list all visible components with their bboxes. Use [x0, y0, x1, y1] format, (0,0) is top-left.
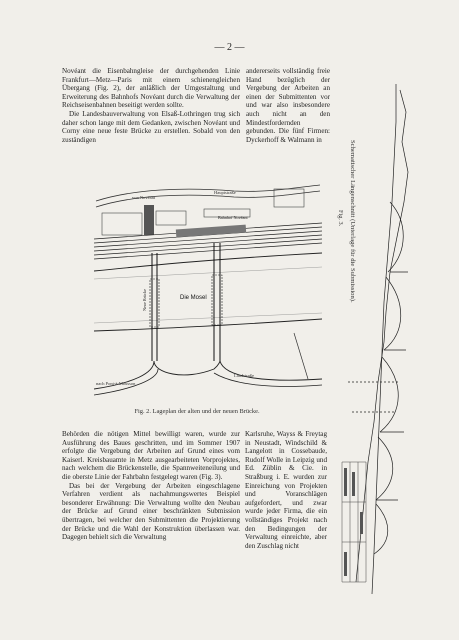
paragraph: Karlsruhe, Wayss & Freytag in Neustadt, Windschild & Langelott in Cossebaude, Rudolf Wolle in Leipzig und Ed. Züblin & Cie. in Straßburg i. E. wurden zur Einreichung von Projekten und Voranschlägen aufgefordert, und zwar wurde jeder Firma, die ein vollständiges Projekt nach den Bedingungen der Verwaltung einreichte, aber den Zuschlag nicht: [245, 430, 327, 550]
text-column-2: [246, 67, 330, 144]
figure-2-caption: Fig. 2. Lageplan der alten und der neuen Brücke.: [134, 408, 260, 415]
page-number: — 2 —: [214, 42, 245, 53]
site-plan-figure: [94, 183, 322, 397]
road-right-label: Landstraße: [234, 373, 254, 378]
paragraph: andererseits vollständig freie Hand bezüglich der Vergebung der Arbeiten an einen der Submittenten vor und war also insbesondere auch nicht an den Mindestfordernden gebunden. Die fünf Firmen: Dyckerhoff & Walmann in: [246, 67, 330, 144]
road-top-label: von Novéant: [132, 195, 156, 200]
figure-3-caption: Schematischer Längenschnitt (Unterlage für die Submission).: [349, 140, 356, 303]
text-column-4: [245, 430, 327, 550]
road-bottom-label: nach Pont-à-Mousson: [96, 381, 136, 386]
new-bridge-label: Neue Brücke: [142, 289, 147, 311]
paragraph: Novéant die Eisenbahngleise der durchgehenden Linie Frankfurt—Metz—Paris mit einem schienengleichen Übergang (Fig. 2), der anläßlich der Umgestaltung und Erweiterung des Bahnhofs Novéant durch die Verwaltung der Reichseisenbahnen beseitigt werden sollte.: [62, 67, 240, 110]
street-top-label: Hauptstraße: [214, 190, 236, 195]
paragraph: Behörden die nötigen Mittel bewilligt waren, wurde zur Ausführung des Baues geschritten, und im Sommer 1907 erfolgte die Vergebung der Arbeiten auf Grund eines vom Kaiserl. Kreisbauamte in Metz ausgearbeiteten Vorprojektes, nach welchem die Brückenstelle, die Spannweiteneilung und die oberste Linie der Fahrbahn festgelegt waren (Fig. 3).: [62, 430, 240, 481]
longitudinal-section-figure: [338, 82, 424, 597]
text-column-1: [62, 67, 240, 144]
paragraph: Das bei der Vergebung der Arbeiten eingeschlagene Verfahren verdient als nachahmungswertes Beispiel besonderer Erwähnung: Die Verwaltung wollte den Neubau der Brücke auf Grund einer beschränkten Submission übertragen, bei welcher den Submittenten die Projektierung der Brücke und die Wahl der Konstruktion überlassen war. Dagegen behielt sich die Verwaltung: [62, 481, 240, 542]
river-label: Die Mosel: [180, 295, 207, 301]
figure-3-label: Fig. 3.: [337, 210, 344, 227]
paragraph: Die Landesbauverwaltung von Elsaß-Lothringen trug sich daher schon lange mit dem Gedanken, zwischen Novéant und Corny eine neue feste Brücke zu erstellen. Sobald von den zuständigen: [62, 109, 240, 144]
station-label: Bahnhof Novéant: [218, 215, 248, 220]
text-column-3: [62, 430, 240, 542]
